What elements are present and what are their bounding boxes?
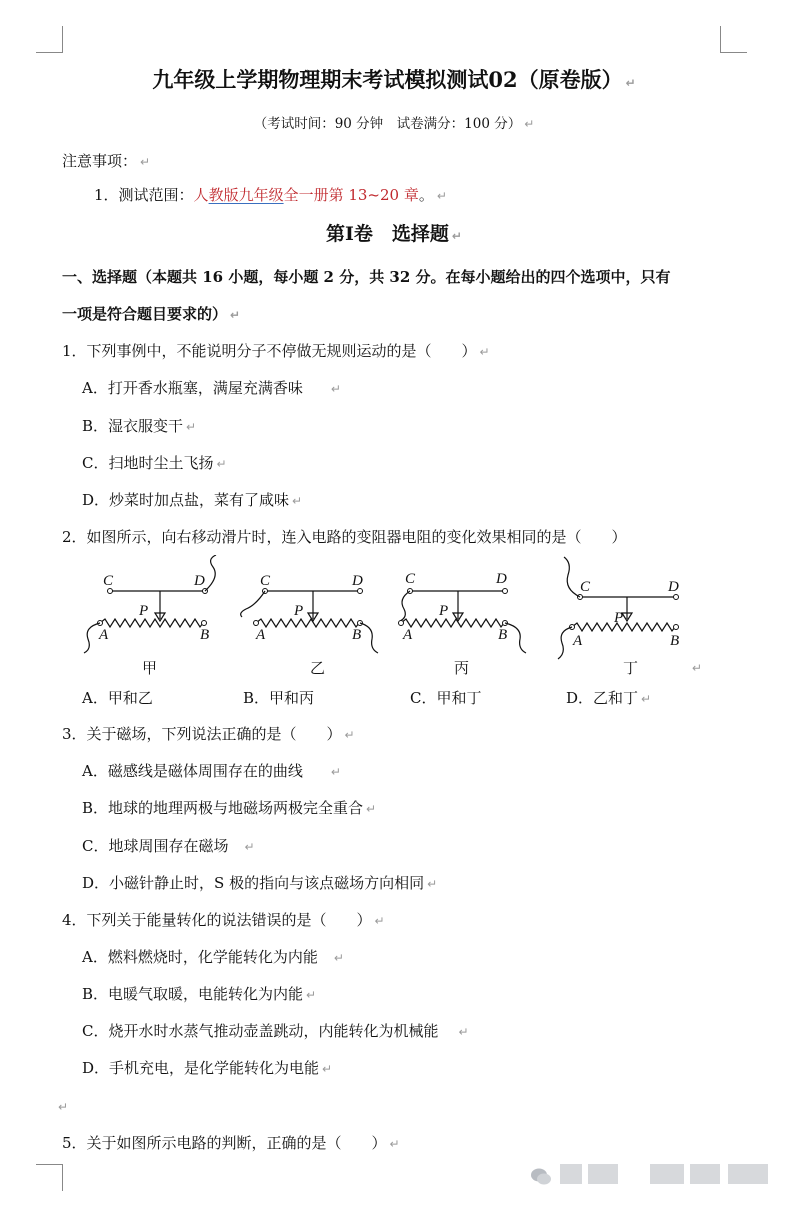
question-4-option-d: D．手机充电，是化学能转化为电能 ↵ bbox=[82, 1059, 333, 1077]
crop-mark-top-left bbox=[36, 26, 63, 53]
rheostat-yi bbox=[241, 573, 378, 677]
svg-text:乙: 乙 bbox=[310, 659, 326, 677]
instructions-line-2: 一项是符合题目要求的） ↵ bbox=[62, 305, 241, 323]
question-3-option-c: C．地球周围存在磁场 ↵ bbox=[82, 837, 255, 855]
rheostat-bing bbox=[399, 571, 527, 677]
svg-text:D: D bbox=[352, 573, 363, 589]
question-2-option-c: C．甲和丁 bbox=[410, 689, 482, 707]
svg-text:↵: ↵ bbox=[692, 661, 703, 675]
svg-text:丁: 丁 bbox=[623, 659, 639, 677]
question-2-option-a: A．甲和乙 bbox=[82, 689, 153, 707]
svg-text:B: B bbox=[352, 627, 362, 643]
svg-text:A: A bbox=[573, 633, 583, 649]
svg-text:P: P bbox=[614, 610, 624, 626]
svg-text:C: C bbox=[580, 579, 591, 595]
svg-text:B: B bbox=[200, 627, 210, 643]
svg-text:C: C bbox=[405, 571, 416, 587]
notice-item: 1．测试范围：人教版九年级全一册第 13~20 章。 ↵ bbox=[94, 186, 447, 204]
question-2-option-b: B．甲和丙 bbox=[243, 689, 315, 707]
exam-info: （考试时间：90 分钟 试卷满分：100 分） ↵ bbox=[253, 116, 535, 132]
svg-text:P: P bbox=[294, 603, 304, 619]
section-title: 第Ⅰ卷 选择题 ↵ bbox=[326, 223, 462, 245]
svg-text:A: A bbox=[403, 627, 413, 643]
svg-text:B: B bbox=[670, 633, 680, 649]
question-3-stem: 3．关于磁场，下列说法正确的是（ ） ↵ bbox=[62, 725, 355, 743]
question-1-stem: 1．下列事例中，不能说明分子不停做无规则运动的是（ ） ↵ bbox=[62, 342, 490, 360]
rheostat-figure bbox=[70, 555, 720, 685]
svg-text:B: B bbox=[498, 627, 508, 643]
question-3-option-a: A．磁感线是磁体周围存在的曲线 ↵ bbox=[82, 762, 341, 780]
crop-mark-bottom-left bbox=[36, 1164, 63, 1191]
notice-heading: 注意事项： ↵ bbox=[62, 152, 151, 170]
question-1-option-d: D．炒菜时加点盐，菜有了咸味 ↵ bbox=[82, 491, 303, 509]
question-5-stem: 5．关于如图所示电路的判断，正确的是（ ） ↵ bbox=[62, 1134, 400, 1152]
svg-text:P: P bbox=[439, 603, 449, 619]
rheostat-jia bbox=[84, 555, 216, 677]
crop-mark-top-right bbox=[720, 26, 747, 53]
question-3-option-d: D．小磁针静止时，S 极的指向与该点磁场方向相同 ↵ bbox=[82, 874, 438, 892]
empty-paragraph: ↵ bbox=[58, 1100, 69, 1114]
question-1-option-a: A．打开香水瓶塞，满屋充满香味 ↵ bbox=[82, 379, 341, 397]
svg-text:甲: 甲 bbox=[142, 659, 158, 677]
instructions-line-1: 一、选择题（本题共 16 小题，每小题 2 分，共 32 分。在每小题给出的四个选项中，只有 bbox=[62, 268, 671, 286]
svg-text:A: A bbox=[99, 627, 109, 643]
question-3-option-b: B．地球的地理两极与地磁场两极完全重合 ↵ bbox=[82, 799, 377, 817]
question-2-stem: 2．如图所示，向右移动滑片时，连入电路的变阻器电阻的变化效果相同的是（ ） bbox=[62, 528, 627, 546]
svg-text:D: D bbox=[194, 573, 205, 589]
svg-text:C: C bbox=[103, 573, 114, 589]
question-2-option-d: D．乙和丁 ↵ bbox=[566, 689, 652, 707]
spellcheck-underline-1 bbox=[326, 696, 410, 697]
question-1-option-c: C．扫地时尘土飞扬 ↵ bbox=[82, 454, 227, 472]
svg-text:丙: 丙 bbox=[454, 659, 470, 677]
watermark bbox=[530, 1160, 780, 1190]
svg-text:C: C bbox=[260, 573, 271, 589]
svg-text:D: D bbox=[668, 579, 679, 595]
question-4-option-a: A．燃料燃烧时，化学能转化为内能 ↵ bbox=[82, 948, 344, 966]
question-4-option-c: C．烧开水时水蒸气推动壶盖跳动，内能转化为机械能 ↵ bbox=[82, 1022, 469, 1040]
chat-bubble-icon bbox=[530, 1166, 552, 1188]
question-1-option-b: B．湿衣服变干 ↵ bbox=[82, 417, 197, 435]
document-title: 九年级上学期物理期末考试模拟测试02（原卷版） ↵ bbox=[152, 67, 636, 92]
svg-text:D: D bbox=[496, 571, 507, 587]
rheostat-ding bbox=[558, 557, 702, 677]
svg-text:A: A bbox=[256, 627, 266, 643]
svg-text:P: P bbox=[139, 603, 149, 619]
question-4-stem: 4．下列关于能量转化的说法错误的是（ ） ↵ bbox=[62, 911, 385, 929]
question-4-option-b: B．电暖气取暖，电能转化为内能 ↵ bbox=[82, 985, 317, 1003]
